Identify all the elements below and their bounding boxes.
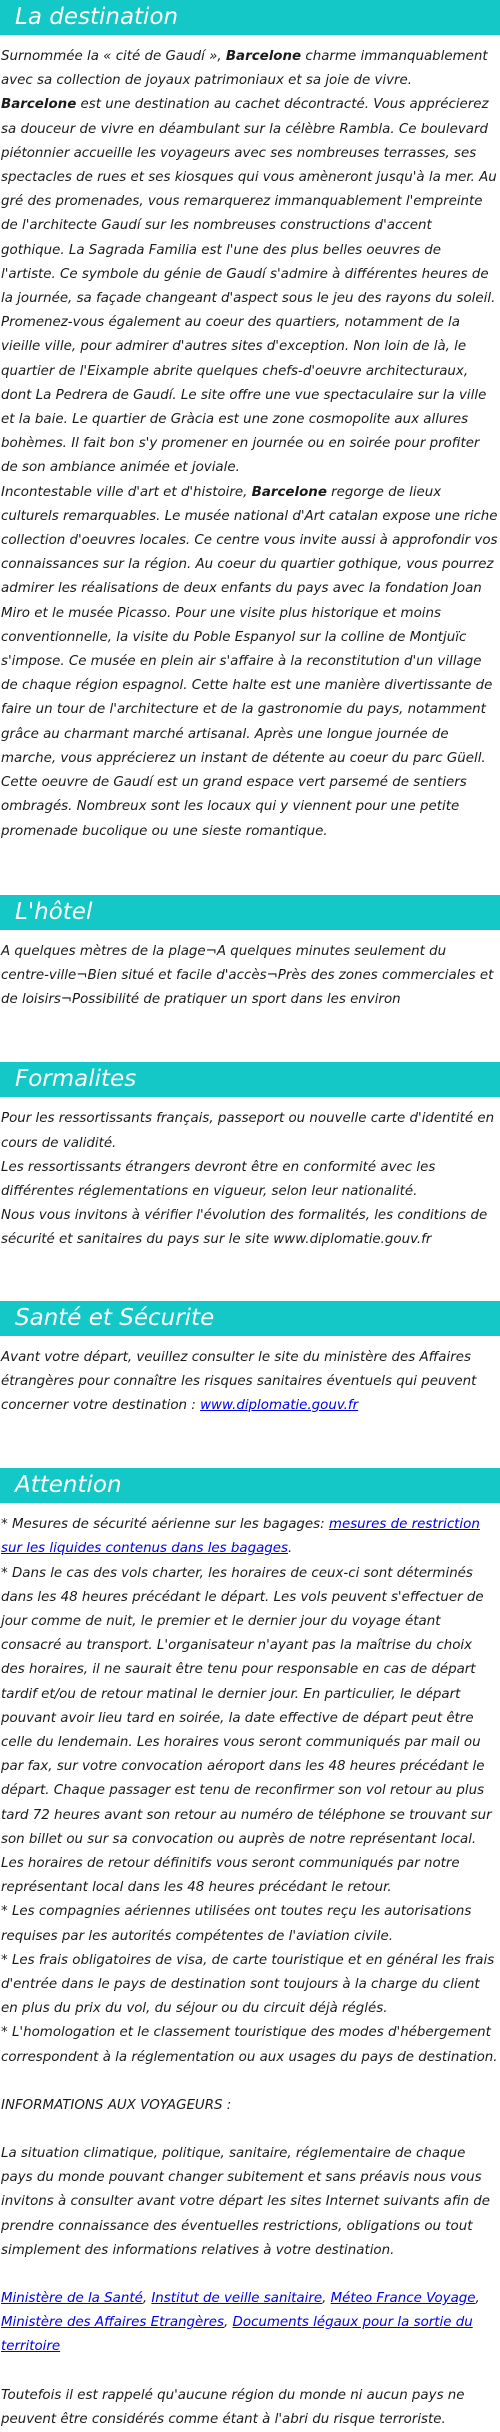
formalites-text [0,1107,500,1252]
formalites-heading: Formalites [0,1062,500,1097]
bold-city-name: Barcelone [251,484,327,500]
link-separator: , [142,2291,152,2307]
destination-text [0,45,500,844]
text-run: * Mesures de sécurité aérienne sur les bagages: [1,1517,329,1533]
terrorism-notice: Toutefois il est rappelé qu'aucune région du monde ni aucun pays ne peuvent être considérés comme étant à l'abri du risque terroriste. [1,2387,465,2427]
attention-heading: Attention [0,1468,500,1503]
hotel-heading: L'hôtel [0,895,500,930]
text-run: est une destination au cachet décontracté. Vous apprécierez sa douceur de vivre en déambulant sur la célèbre Rambla. Ce boulevard piétonnier accueille les voyageurs avec ses nombreuses terrasses, ses spectacles de rues et ses kiosques qui vous amèneront jusqu'à la mer. Au gré des promenades, vous remarquerez immanquablement l'empreinte de l'architecte Gaudí sur les nombreuses constructions d'accent gothique. La Sagrada Familia est l'une des plus belles oeuvres de l'artiste. Ce symbole du génie de Gaudí s'admire à différentes heures de la journée, sa façade changeant d'aspect sous le jeu des rayons du soleil. Promenez-vous également au coeur des quartiers, notamment de la vieille ville, pour admirer d'autres sites d'exception. Non loin de là, le quartier de l'Eixample abrite quelques chefs-d'oeuvre architecturaux, dont La Pedrera de Gaudí. Le site offre une vue spectaculaire sur la ville et la baie. Le quartier de Gràcia est une zone cosmopolite aux allures bohèmes. Il fait bon s'y promener en journée ou en soirée pour profiter de son ambiance animée et joviale. [1,97,497,476]
bold-city-name: Barcelone [225,49,302,64]
attention-bullet-5: * L'homologation et le classement touristique des modes d'hébergement correspondent à la réglementation ou aux usages du pays de destination. [1,2025,498,2065]
attention-bullet-2: * Dans le cas des vols charter, les horaires de ceux-ci sont déterminés dans les 48 heures précédant le départ. Les vols peuvent s'effectuer de jour comme de nuit, le premier et le dernier jour du voyage étant consacré au transport. L'organisateur n'ayant pas la maîtrise du choix des horaires, il ne saurait être tenu pour responsable en cas de départ tardif et/ou de retour matinal le dernier jour. En particulier, le départ pouvant avoir lieu tard en soirée, la date effective de départ peut être celle du lendemain. Les horaires vous seront communiqués par mail ou par fax, sur votre convocation aéroport dans les 48 heures précédant le départ. Chaque passager est tenu de reconfirmer son vol retour au plus tard 72 heures avant son retour au numéro de téléphone se trouvant sur son billet ou sur sa convocation ou auprès de notre représentant local. Les horaires de retour définitifs vous seront communiqués par notre représentant local dans les 48 heures précédant le retour. [1,1565,492,1896]
info-links [1,2287,498,2360]
destination-section [0,0,500,844]
formalites-section [0,1062,500,1252]
hotel-description: A quelques mètres de la plage¬A quelques minutes seulement du centre-ville¬Bien situé et facile d'accès¬Près des zones commerciales et de loisirs¬Possibilité de pratiquer un sport dans les environ [1,943,494,1008]
bold-city-name: Barcelone [1,97,77,113]
destination-paragraph-2 [1,93,498,480]
institut-veille-link[interactable]: Institut de veille sanitaire [151,2291,323,2307]
formalites-line-1: Pour les ressortissants français, passeport ou nouvelle carte d'identité en cours de validité. [1,1111,495,1151]
text-run: regorge de lieux culturels remarquables. Le musée national d'Art catalan expose une riche collection d'oeuvres locales. Ce centre vous invite aussi à approfondir vos connaissances sur la région. Au coeur du quartier gothique, vous pourrez admirer les réalisations de deux enfants du pays avec la fondation Joan Miro et le musée Picasso. Pour une visite plus historique et moins conventionnelle, la visite du Poble Espanyol sur la colline de Montjuïc s'impose. Ce musée en plein air s'affaire à la reconstitution d'un village de chaque région espagnol. Cette halte est une manière divertissante de faire un tour de l'architecture et de la gastronomie du pays, notamment grâce au charmant marché artisanal. Après une longue journée de marche, vous apprécierez un instant de détente au coeur du parc Güell. Cette oeuvre de Gaudí est un grand espace vert parsemé de sentiers ombragés. Nombreux sont les locaux qui y viennent pour une petite promenade bucolique ou une sieste romantique. [1,484,498,839]
diplomatie-link[interactable]: www.diplomatie.gouv.fr [200,1397,359,1413]
text-run: Incontestable ville d'art et d'histoire, [1,484,252,500]
attention-bullet-4: * Les frais obligatoires de visa, de carte touristique et en général les frais d'entrée dans le pays de destination sont toujours à la charge du client en plus du prix du vol, du séjour ou du circuit déjà réglés. [1,1952,495,2017]
text-run: Avant votre départ, veuillez consulter le site du ministère des Affaires étrangères pour connaître les risques sanitaires éventuels qui peuvent concerner votre destination : [1,1349,477,1413]
destination-paragraph-1 [1,45,498,93]
documents-legaux-link[interactable]: Documents légaux pour la sortie du territoire [1,2315,473,2355]
text-run: . [288,1541,293,1557]
text-run: charme immanquablement avec sa collection de joyaux patrimoniaux et sa joie de vivre. [1,49,488,89]
liquids-restriction-link[interactable]: mesures de restriction sur les liquides contenus dans les bagages [1,1517,480,1557]
sante-heading: Santé et Sécurite [0,1301,500,1336]
destination-heading: La destination [0,0,500,35]
attention-bullet-1 [1,1513,498,1561]
destination-paragraph-3 [1,481,498,844]
link-separator: , [224,2315,233,2331]
text-run: Surnommée la « cité de Gaudí », [1,49,226,64]
link-separator: , [322,2291,331,2307]
link-separator: , [475,2291,480,2307]
ministere-affaires-link[interactable]: Ministère des Affaires Etrangères [1,2315,225,2331]
sante-paragraph [1,1346,498,1419]
info-voyageurs-text: La situation climatique, politique, sanitaire, réglementaire de chaque pays du monde pouvant changer subitement et sans préavis nous vous invitons à consulter avant votre départ les sites Internet suivants afin de prendre connaissance des éventuelles restrictions, obligations ou tout simplement des informations relatives à votre destination. [1,2146,491,2258]
ministere-sante-link[interactable]: Ministère de la Santé [1,2291,143,2307]
sante-section [0,1301,500,1419]
attention-text [0,1513,500,2432]
hotel-section [0,895,500,1013]
attention-section [0,1468,500,2432]
sante-text [0,1346,500,1419]
formalites-line-3: Nous vous invitons à vérifier l'évolution des formalités, les conditions de sécurité et sanitaires du pays sur le site www.diplomatie.gouv.fr [1,1208,488,1248]
meteo-france-link[interactable]: Méteo France Voyage [330,2291,476,2307]
attention-bullet-3: * Les compagnies aériennes utilisées ont toutes reçu les autorisations requises par les autorités compétentes de l'aviation civile. [1,1904,472,1944]
formalites-line-2: Les ressortissants étrangers devront être en conformité avec les différentes réglementations en vigueur, selon leur nationalité. [1,1159,436,1199]
hotel-text [0,940,500,1013]
info-voyageurs-title: INFORMATIONS AUX VOYAGEURS : [1,2097,232,2113]
